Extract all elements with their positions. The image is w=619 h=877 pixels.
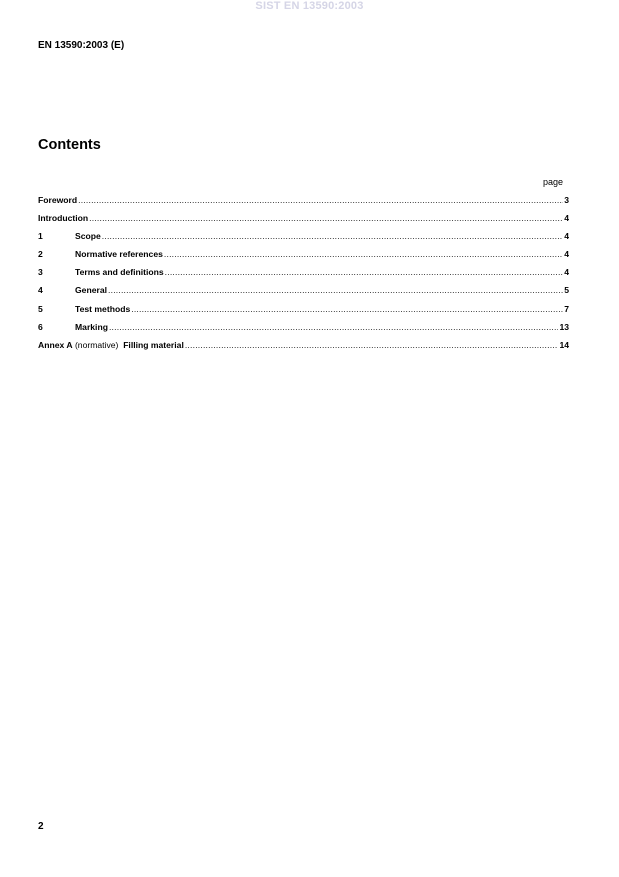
toc-entry-page: 4 xyxy=(564,213,569,224)
dot-leader xyxy=(108,285,563,295)
toc-entry-title: Introduction xyxy=(38,213,89,224)
toc-entry-number: 2 xyxy=(38,249,43,260)
toc-entry-title: Terms and definitions xyxy=(75,267,164,278)
dot-leader xyxy=(131,304,563,314)
annex-label: Annex A xyxy=(38,339,73,350)
document-id: EN 13590:2003 (E) xyxy=(38,40,125,51)
dot-leader xyxy=(109,322,558,332)
dot-leader xyxy=(89,213,563,223)
toc-entry-page: 4 xyxy=(564,249,569,260)
toc-entry-foreword[interactable] xyxy=(38,195,569,213)
toc-entry-number: 3 xyxy=(38,267,43,278)
dot-leader xyxy=(78,195,563,205)
toc-entry-page: 7 xyxy=(564,303,569,314)
toc-entry-test-methods[interactable] xyxy=(38,304,569,322)
toc-entry-page: 14 xyxy=(559,339,570,350)
toc-entry-title: Normative references xyxy=(75,249,163,260)
toc-entry-number: 4 xyxy=(38,285,43,296)
watermark: SIST EN 13590:2003 xyxy=(255,0,364,12)
dot-leader xyxy=(165,267,564,277)
toc-entry-title: Marking xyxy=(75,321,108,332)
toc-entry-number: 5 xyxy=(38,303,43,314)
toc-entry-scope[interactable] xyxy=(38,231,569,249)
toc-entry-marking[interactable] xyxy=(38,322,569,340)
toc-entry-page: 4 xyxy=(564,267,569,278)
annex-status: (normative) xyxy=(74,339,119,350)
toc-entry-number: 6 xyxy=(38,321,43,332)
contents-heading: Contents xyxy=(38,137,101,153)
page-column-label: page xyxy=(543,177,564,187)
toc-entry-introduction[interactable] xyxy=(38,213,569,231)
toc-entry-normative-references[interactable] xyxy=(38,249,569,267)
toc-entry-title: Foreword xyxy=(38,195,78,205)
table-of-contents xyxy=(38,195,569,358)
page-number: 2 xyxy=(38,821,44,832)
toc-entry-terms-and-definitions[interactable] xyxy=(38,267,569,285)
toc-entry-annex-a[interactable] xyxy=(38,340,569,358)
toc-entry-title: General xyxy=(75,285,108,296)
dot-leader xyxy=(102,231,563,241)
toc-entry-number: 1 xyxy=(38,231,43,242)
toc-entry-page: 3 xyxy=(564,195,569,205)
dot-leader xyxy=(164,249,563,259)
toc-entry-title: Test methods xyxy=(75,303,131,314)
toc-entry-general[interactable] xyxy=(38,285,569,303)
toc-entry-page: 13 xyxy=(559,321,569,332)
toc-entry-title: Scope xyxy=(75,231,101,242)
toc-entry-page: 4 xyxy=(564,231,569,242)
annex-title: Filling material xyxy=(123,339,184,350)
dot-leader xyxy=(185,340,559,350)
toc-entry-page: 5 xyxy=(564,285,569,296)
